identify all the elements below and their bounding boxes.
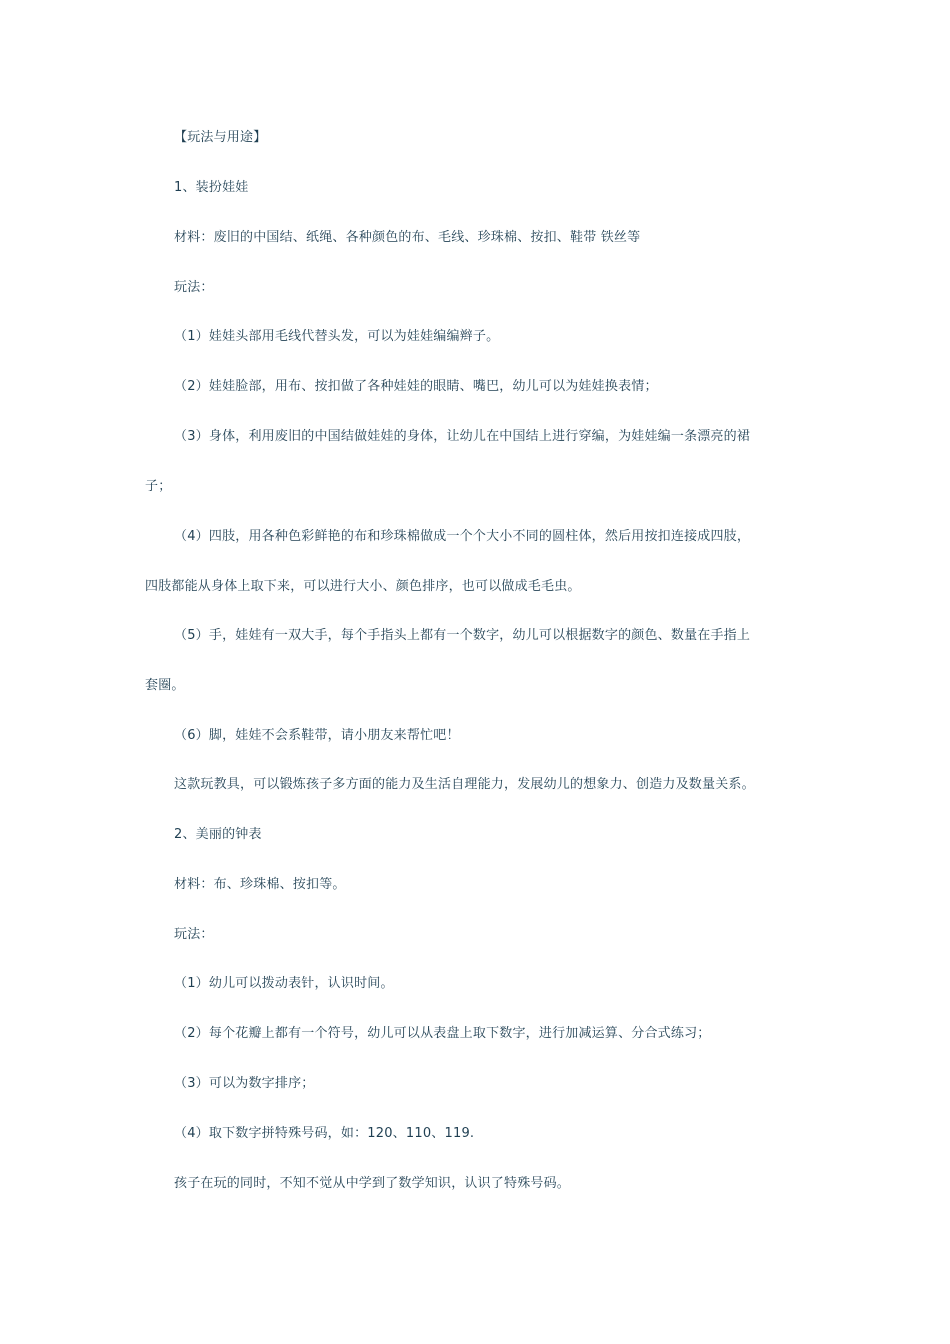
list-item: （1）娃娃头部用毛线代替头发，可以为娃娃编编辫子。 xyxy=(174,329,500,344)
subsection-title: 1、装扮娃娃 xyxy=(174,180,249,195)
list-item-continuation: 套圈。 xyxy=(145,678,185,693)
list-item: （6）脚，娃娃不会系鞋带，请小朋友来帮忙吧！ xyxy=(174,728,460,743)
list-item-continuation: 四肢都能从身体上取下来，可以进行大小、颜色排序，也可以做成毛毛虫。 xyxy=(145,579,581,594)
list-item: （1）幼儿可以拨动表针，认识时间。 xyxy=(174,976,394,991)
summary-paragraph: 这款玩教具，可以锻炼孩子多方面的能力及生活自理能力，发展幼儿的想象力、创造力及数量关系。 xyxy=(174,777,755,792)
subsection-title: 2、美丽的钟表 xyxy=(174,827,262,842)
gameplay-label: 玩法： xyxy=(174,927,214,942)
list-item: （2）每个花瓣上都有一个符号，幼儿可以从表盘上取下数字，进行加减运算、分合式练习； xyxy=(174,1026,711,1041)
section-heading: 【玩法与用途】 xyxy=(174,130,267,145)
list-item-continuation: 子； xyxy=(145,479,172,494)
list-item: （4）四肢，用各种色彩鲜艳的布和珍珠棉做成一个个大小不同的圆柱体，然后用按扣连接成四肢， xyxy=(174,529,751,544)
list-item: （3）身体，利用废旧的中国结做娃娃的身体，让幼儿在中国结上进行穿编，为娃娃编一条漂亮的裙 xyxy=(174,429,751,444)
summary-paragraph: 孩子在玩的同时，不知不觉从中学到了数学知识，认识了特殊号码。 xyxy=(174,1176,571,1191)
materials-line: 材料：布、珍珠棉、按扣等。 xyxy=(174,877,346,892)
materials-line: 材料：废旧的中国结、纸绳、各种颜色的布、毛线、珍珠棉、按扣、鞋带 铁丝等 xyxy=(174,230,641,245)
list-item: （2）娃娃脸部，用布、按扣做了各种娃娃的眼睛、嘴巴，幼儿可以为娃娃换表情； xyxy=(174,379,658,394)
list-item: （4）取下数字拼特殊号码，如：120、110、119. xyxy=(174,1126,475,1141)
list-item: （3）可以为数字排序； xyxy=(174,1076,315,1091)
list-item: （5）手，娃娃有一双大手，每个手指头上都有一个数字，幼儿可以根据数字的颜色、数量在手指上 xyxy=(174,628,751,643)
gameplay-label: 玩法： xyxy=(174,280,214,295)
